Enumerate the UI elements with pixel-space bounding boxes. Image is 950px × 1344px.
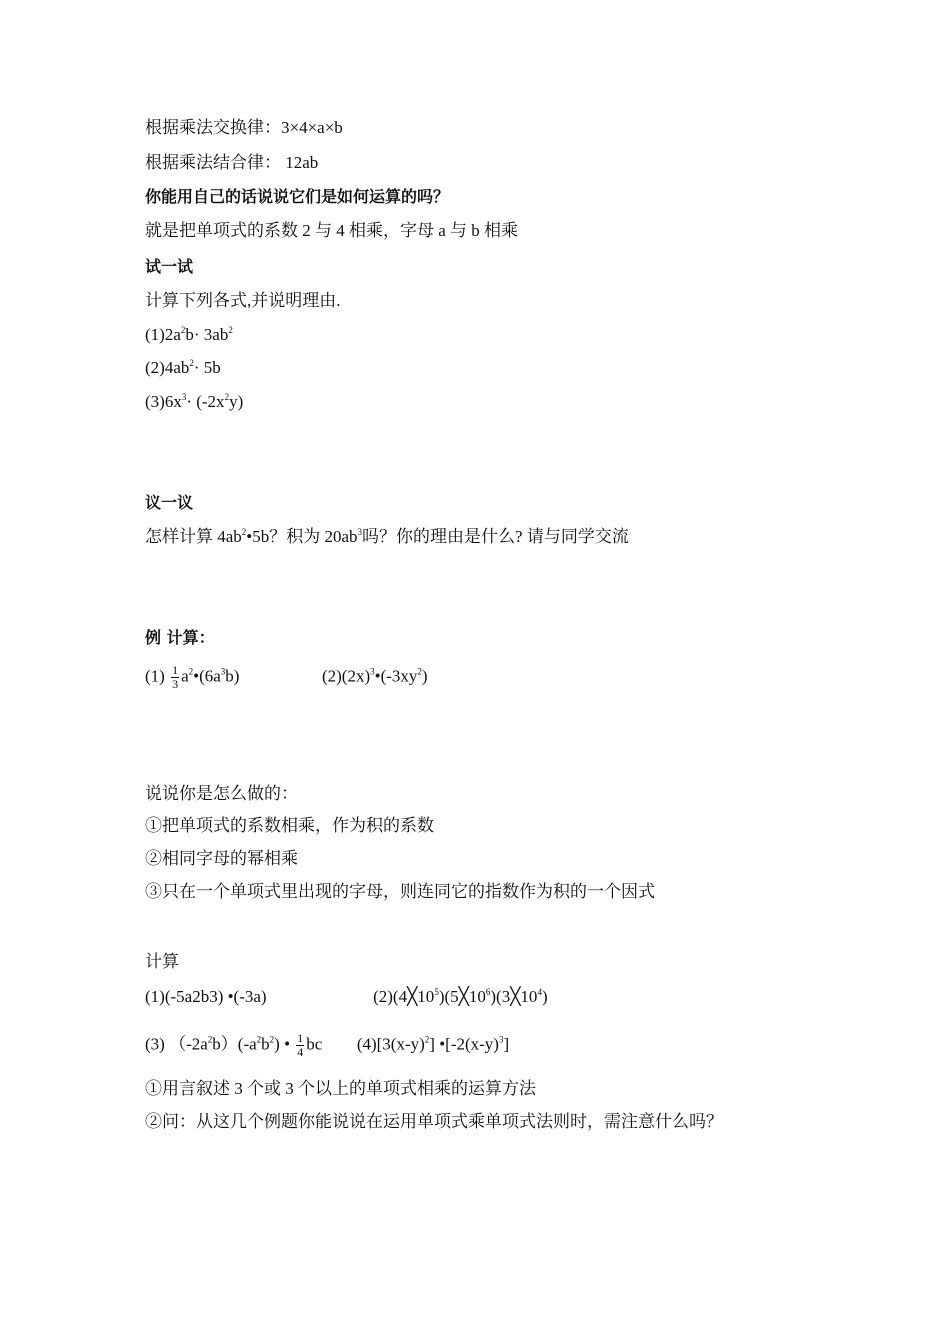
question-heading: 你能用自己的话说说它们是如何运算的吗？ [145, 187, 450, 206]
section-heading-discuss: 议一议 [145, 493, 194, 512]
rule-item: ①把单项式的系数相乘，作为积的系数 [145, 816, 434, 835]
section-heading-calc: 计算 [145, 952, 179, 971]
fraction: $\frac{1}{4}$ [297, 1031, 304, 1059]
explain-intro: 说说你是怎么做的： [145, 784, 298, 803]
calc-row-2: (3) $(-2a^2b)(-a^2b^2)$ • $\frac{1}{4}$ bc $(4)[3(x-y)^2]$ $•[-2(x-y)^3]$ [145, 1031, 510, 1059]
fraction: $\frac{1}{3}$ [172, 663, 179, 691]
try-problem-2: $(2)4ab^2\cdot 5b$ [145, 358, 221, 377]
section-heading-try: 试一试 [145, 257, 194, 276]
calc-row-1: (1)(-5a2b3) •(-3a) $(2)(4╳10^5)(5╳10^6)(3╳10^4)$ [145, 987, 548, 1006]
try-problem-1: $(1)2a^2b\cdot 3ab^2$ [145, 325, 233, 344]
rule-item: ③只在一个单项式里出现的字母，则连同它的指数作为积的一个因式 [145, 882, 655, 901]
discuss-question: 怎样计算 $4ab^2•5b$？积为 $20ab^3$吗？你的理由是什么? 请与同学交流 [145, 527, 629, 546]
text-line: 就是把单项式的系数 2 与 4 相乘，字母 a 与 b 相乘 [145, 221, 519, 240]
try-intro: 计算下列各式,并说明理由. [145, 291, 341, 310]
question-item: ②问：从这几个例题你能说说在运用单项式乘单项式法则时，需注意什么吗？ [145, 1112, 723, 1131]
text-line: 根据乘法交换律：3×4×a×b [145, 118, 343, 137]
text-line: 根据乘法结合律： 12ab [145, 153, 319, 172]
try-problem-3: $(3)6x^3\cdot (-2x^2y)$ [145, 392, 244, 411]
example-problems: (1) $\frac{1}{3}$ $a^2•(6a^3b)$ $(2)(2x)^3•(-3xy^2)$ [145, 663, 428, 691]
rule-item: ②相同字母的幂相乘 [145, 849, 298, 868]
section-heading-example: 例 计算： [145, 628, 215, 647]
question-item: ①用言叙述 3 个或 3 个以上的单项式相乘的运算方法 [145, 1079, 536, 1098]
